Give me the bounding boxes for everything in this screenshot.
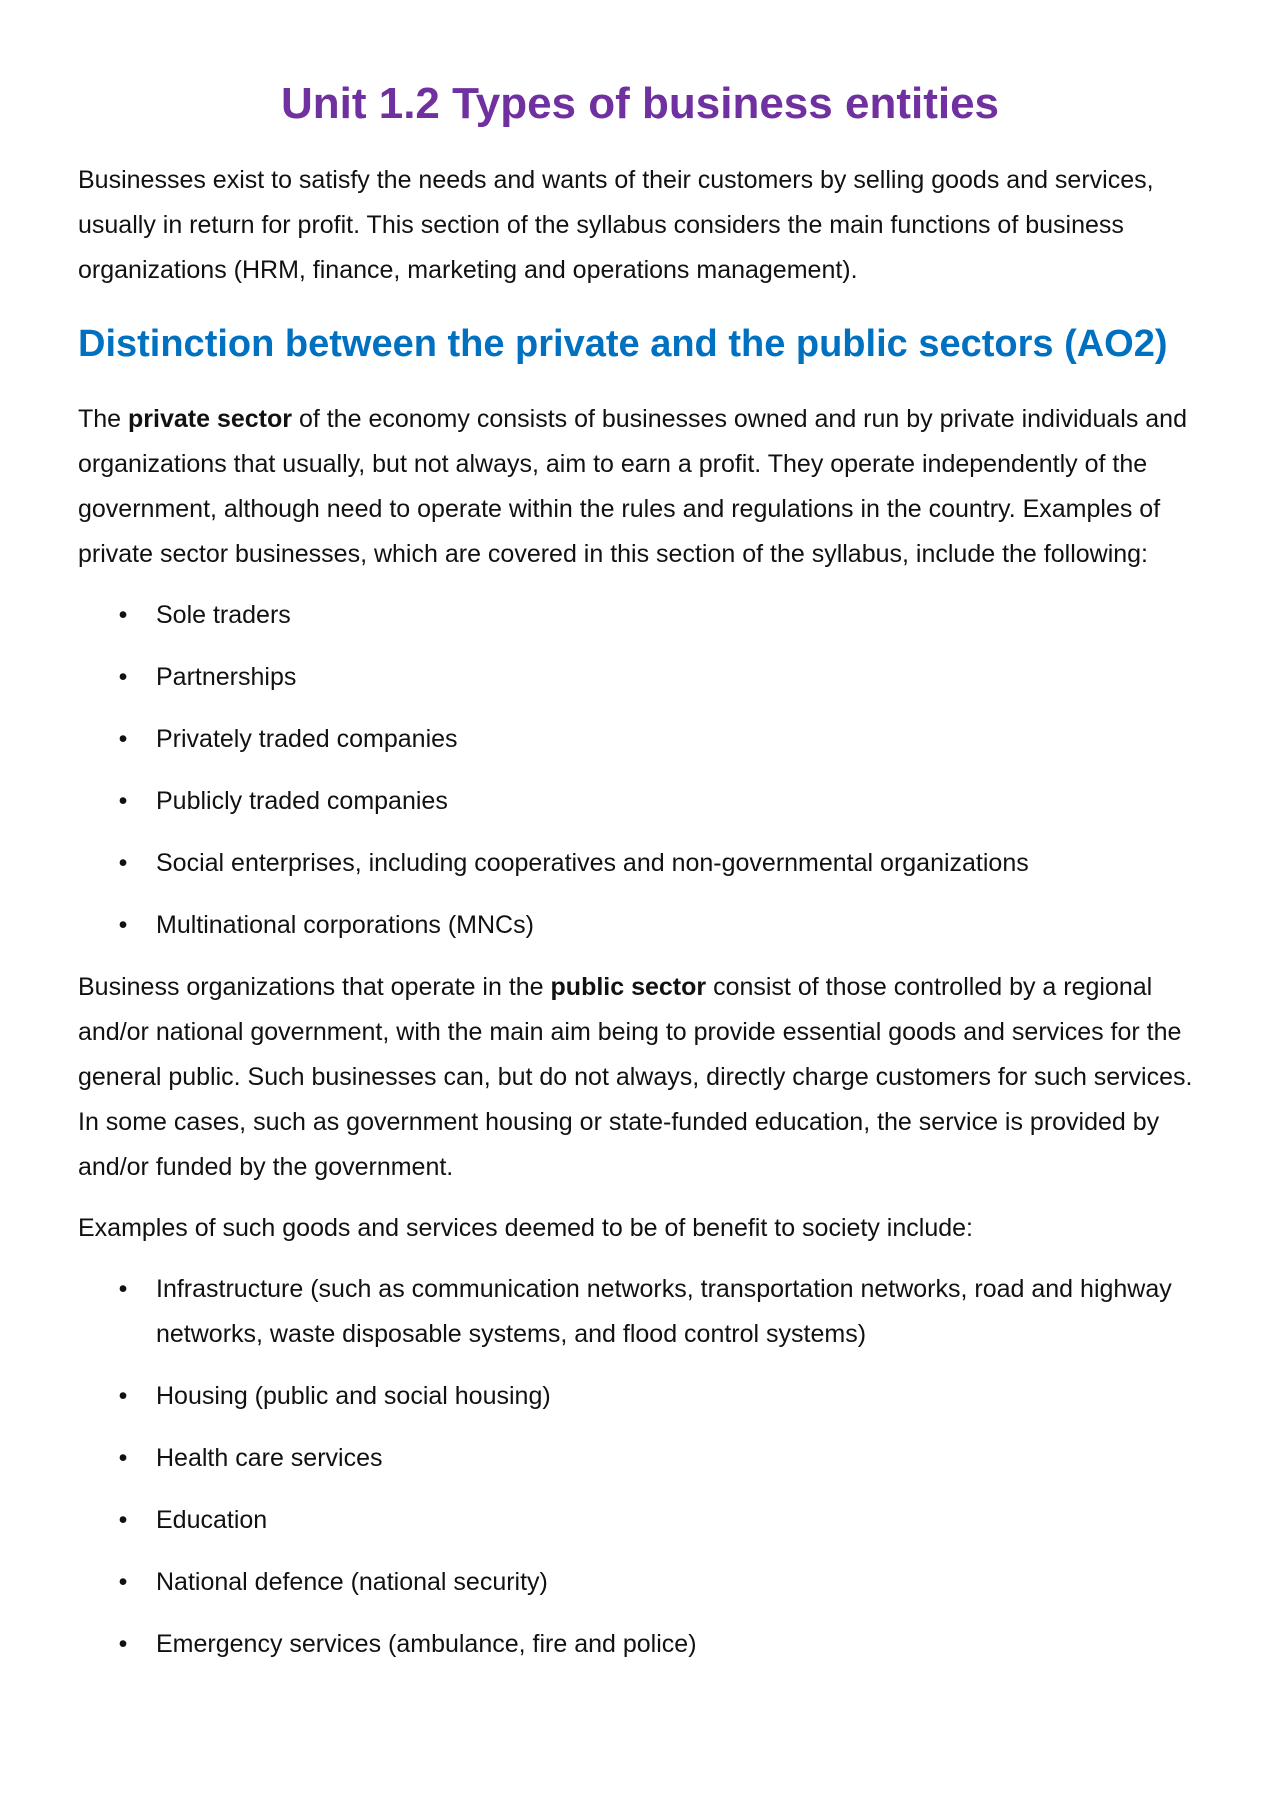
public-examples-list — [78, 1267, 1202, 1667]
list-item — [78, 1267, 1202, 1357]
private-sector-paragraph — [78, 397, 1202, 577]
bullet-icon: • — [118, 787, 128, 815]
private-para-body: of the economy consists of businesses owned and run by private individuals and organizations that usually, but not always, aim to earn a profit. They operate independently of the government, although need to operate within the rules and regulations in the country. Examples of private sector businesses, which are covered in this section of the syllabus, include the following: — [78, 405, 1187, 568]
list-item — [78, 717, 1202, 762]
list-item — [78, 1560, 1202, 1605]
list-item-text: Multinational corporations (MNCs) — [156, 911, 534, 939]
bullet-icon: • — [118, 911, 128, 939]
private-examples-list — [78, 593, 1202, 948]
list-item-text: Privately traded companies — [156, 725, 458, 753]
list-item — [78, 841, 1202, 886]
bullet-icon: • — [118, 1382, 128, 1410]
bullet-icon: • — [118, 849, 128, 877]
list-item-text: Emergency services (ambulance, fire and police) — [156, 1630, 697, 1658]
list-item-text: Partnerships — [156, 663, 297, 691]
bullet-icon: • — [118, 1506, 128, 1534]
bullet-icon: • — [118, 1630, 128, 1658]
list-item-text: Housing (public and social housing) — [156, 1382, 551, 1410]
list-item-text: National defence (national security) — [156, 1568, 548, 1596]
list-item-text: Publicly traded companies — [156, 787, 448, 815]
list-item — [78, 593, 1202, 638]
list-item — [78, 655, 1202, 700]
intro-paragraph: Businesses exist to satisfy the needs and wants of their customers by selling goods and services, usually in return for profit. This section of the syllabus considers the main functions of business organizations (HRM, finance, marketing and operations management). — [78, 166, 1154, 284]
list-item — [78, 1374, 1202, 1419]
public-sector-term: public sector — [550, 973, 707, 1001]
list-item-text: Health care services — [156, 1444, 383, 1472]
public-para-body: consist of those controlled by a regional and/or national government, with the main aim being to provide essential goods and services for the general public. Such businesses can, but do not always, directly charge customers for such services. In some cases, such as government housing or state-funded education, the service is provided by and/or funded by the government. — [78, 973, 1193, 1181]
list-item — [78, 1436, 1202, 1481]
public-para-lead: Business organizations that operate in the — [78, 973, 551, 1001]
bullet-icon: • — [118, 1444, 128, 1472]
bullet-icon: • — [118, 601, 128, 629]
bullet-icon: • — [118, 1568, 128, 1596]
list-item — [78, 779, 1202, 824]
examples-intro-paragraph: Examples of such goods and services deemed to be of benefit to society include: — [78, 1214, 973, 1242]
list-item — [78, 1498, 1202, 1543]
private-para-lead: The — [78, 405, 129, 433]
list-item-text: Education — [156, 1506, 268, 1534]
page-title: Unit 1.2 Types of business entities — [280, 79, 1000, 128]
bullet-icon: • — [118, 725, 128, 753]
list-item-text: Sole traders — [156, 601, 291, 629]
list-item — [78, 1622, 1202, 1667]
list-item — [78, 903, 1202, 948]
list-item-text: Infrastructure (such as communication networks, transportation networks, road and highway networks, waste disposable systems, and flood control systems) — [156, 1275, 1172, 1348]
section-heading: Distinction between the private and the public sectors (AO2) — [78, 323, 1168, 365]
bullet-icon: • — [118, 663, 128, 691]
list-item-text: Social enterprises, including cooperatives and non-governmental organizations — [156, 849, 1029, 877]
bullet-icon: • — [118, 1275, 128, 1303]
public-sector-paragraph — [78, 965, 1202, 1190]
private-sector-term: private sector — [128, 405, 292, 433]
